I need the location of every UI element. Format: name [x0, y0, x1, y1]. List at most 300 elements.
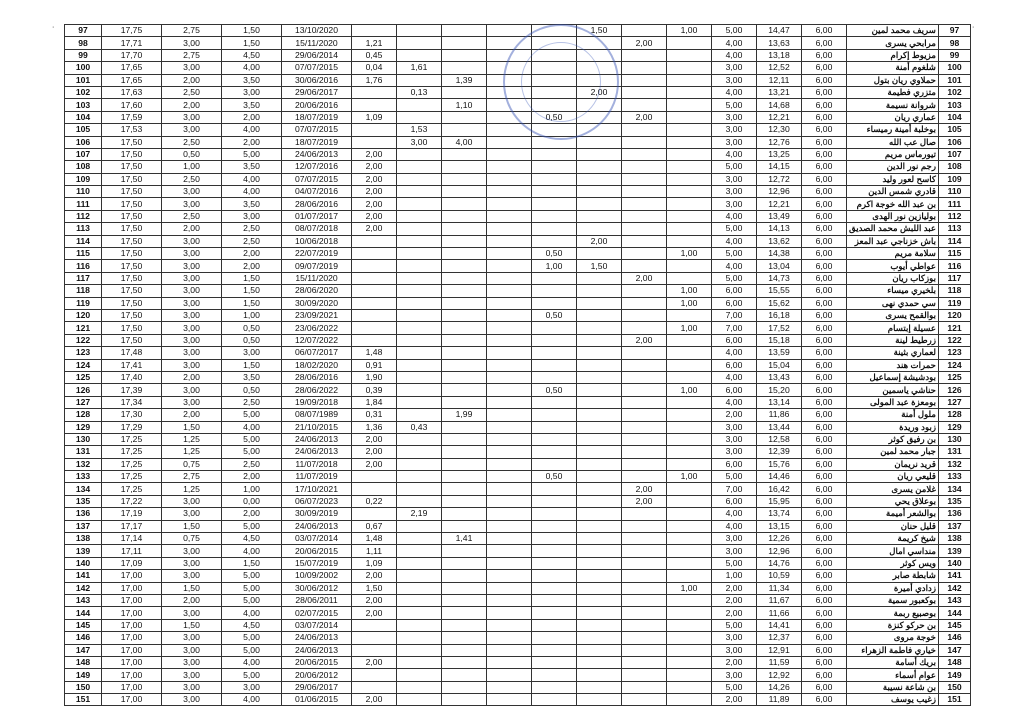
value-cell: 03/07/2014: [282, 619, 352, 631]
value-cell: 3,00: [712, 173, 757, 185]
value-cell: [577, 124, 622, 136]
value-cell: [577, 198, 622, 210]
value-cell: 29/06/2014: [282, 49, 352, 61]
value-cell: 5,00: [222, 644, 282, 656]
value-cell: 6,00: [802, 656, 847, 668]
value-cell: 0,67: [352, 520, 397, 532]
value-cell: 2,00: [162, 99, 222, 111]
value-cell: [622, 396, 667, 408]
value-cell: 2,00: [352, 173, 397, 185]
value-cell: 17,00: [102, 656, 162, 668]
value-cell: [397, 557, 442, 569]
rank-cell: 121: [939, 322, 971, 334]
value-cell: [397, 272, 442, 284]
value-cell: 1,10: [442, 99, 487, 111]
value-cell: 1,00: [667, 25, 712, 37]
value-cell: [667, 235, 712, 247]
value-cell: [667, 74, 712, 86]
value-cell: [487, 223, 532, 235]
value-cell: [667, 161, 712, 173]
value-cell: 11/07/2019: [282, 471, 352, 483]
value-cell: 17,50: [102, 309, 162, 321]
rank-cell: 109: [939, 173, 971, 185]
value-cell: 2,00: [712, 409, 757, 421]
value-cell: [487, 520, 532, 532]
rank-cell: 133: [939, 471, 971, 483]
value-cell: [352, 483, 397, 495]
value-cell: 3,00: [162, 260, 222, 272]
value-cell: [442, 471, 487, 483]
value-cell: [442, 37, 487, 49]
value-cell: [397, 570, 442, 582]
value-cell: [487, 37, 532, 49]
value-cell: 4,00: [712, 396, 757, 408]
value-cell: [352, 297, 397, 309]
student-name-cell: حناشي ياسمين: [847, 384, 939, 396]
value-cell: 6,00: [802, 99, 847, 111]
value-cell: 2,00: [352, 210, 397, 222]
table-row: [65, 545, 971, 557]
value-cell: 0,50: [532, 384, 577, 396]
value-cell: 17,39: [102, 384, 162, 396]
value-cell: 6,00: [802, 235, 847, 247]
value-cell: [442, 607, 487, 619]
value-cell: [487, 421, 532, 433]
value-cell: 17,70: [102, 49, 162, 61]
value-cell: [487, 384, 532, 396]
table-row: [65, 471, 971, 483]
value-cell: 4,00: [712, 520, 757, 532]
value-cell: [442, 694, 487, 706]
value-cell: 07/07/2015: [282, 173, 352, 185]
value-cell: 1,41: [442, 533, 487, 545]
value-cell: 29/06/2017: [282, 681, 352, 693]
value-cell: [442, 322, 487, 334]
value-cell: 4,00: [712, 260, 757, 272]
value-cell: 13,21: [757, 86, 802, 98]
value-cell: [487, 210, 532, 222]
value-cell: [532, 582, 577, 594]
rank-cell: 130: [939, 433, 971, 445]
value-cell: [622, 223, 667, 235]
rank-cell: 103: [939, 99, 971, 111]
rank-cell: 132: [939, 458, 971, 470]
value-cell: 5,00: [712, 161, 757, 173]
value-cell: [622, 681, 667, 693]
value-cell: [667, 619, 712, 631]
value-cell: [487, 681, 532, 693]
value-cell: 17,50: [102, 235, 162, 247]
value-cell: [577, 694, 622, 706]
value-cell: [352, 99, 397, 111]
student-name-cell: عوام أسماء: [847, 669, 939, 681]
value-cell: 23/09/2021: [282, 309, 352, 321]
rank-cell: 115: [939, 248, 971, 260]
rank-cell: 118: [939, 285, 971, 297]
value-cell: 4,00: [222, 62, 282, 74]
student-name-cell: بودشيشة إسماعيل: [847, 371, 939, 383]
rank-cell: 142: [939, 582, 971, 594]
rank-cell: 116: [939, 260, 971, 272]
rank-cell: 123: [939, 347, 971, 359]
value-cell: 17,25: [102, 446, 162, 458]
value-cell: [577, 272, 622, 284]
value-cell: 11/07/2018: [282, 458, 352, 470]
value-cell: 1,50: [222, 37, 282, 49]
value-cell: [397, 359, 442, 371]
value-cell: 6,00: [712, 285, 757, 297]
value-cell: 17,50: [102, 272, 162, 284]
value-cell: [442, 421, 487, 433]
value-cell: 12,39: [757, 446, 802, 458]
value-cell: [487, 25, 532, 37]
value-cell: [487, 173, 532, 185]
value-cell: [622, 235, 667, 247]
table-row: [65, 508, 971, 520]
table-row: [65, 644, 971, 656]
table-row: [65, 632, 971, 644]
value-cell: 13,15: [757, 520, 802, 532]
value-cell: 06/07/2023: [282, 495, 352, 507]
rank-cell: 148: [65, 656, 102, 668]
value-cell: 5,00: [712, 471, 757, 483]
rank-cell: 132: [65, 458, 102, 470]
value-cell: 1,50: [577, 25, 622, 37]
value-cell: [577, 483, 622, 495]
rank-cell: 108: [65, 161, 102, 173]
value-cell: [397, 111, 442, 123]
value-cell: [532, 186, 577, 198]
value-cell: [397, 545, 442, 557]
value-cell: 2,00: [712, 582, 757, 594]
value-cell: 17,22: [102, 495, 162, 507]
value-cell: [487, 272, 532, 284]
value-cell: 12,30: [757, 124, 802, 136]
value-cell: [577, 421, 622, 433]
value-cell: [532, 669, 577, 681]
value-cell: [622, 309, 667, 321]
value-cell: 3,00: [222, 347, 282, 359]
value-cell: [352, 260, 397, 272]
value-cell: 30/09/2019: [282, 508, 352, 520]
value-cell: 4,00: [712, 148, 757, 160]
value-cell: [577, 186, 622, 198]
value-cell: 6,00: [802, 322, 847, 334]
value-cell: 6,00: [802, 297, 847, 309]
rank-cell: 97: [939, 25, 971, 37]
value-cell: [532, 545, 577, 557]
value-cell: [622, 557, 667, 569]
value-cell: [667, 272, 712, 284]
value-cell: [442, 520, 487, 532]
value-cell: [577, 545, 622, 557]
value-cell: [532, 37, 577, 49]
value-cell: 5,00: [222, 669, 282, 681]
rank-cell: 126: [939, 384, 971, 396]
value-cell: [667, 533, 712, 545]
value-cell: [487, 409, 532, 421]
value-cell: [577, 223, 622, 235]
value-cell: 1,48: [352, 533, 397, 545]
value-cell: [622, 371, 667, 383]
value-cell: 1,50: [222, 297, 282, 309]
table-row: [65, 409, 971, 421]
value-cell: [532, 99, 577, 111]
value-cell: 14,15: [757, 161, 802, 173]
value-cell: 3,00: [712, 545, 757, 557]
value-cell: 5,00: [222, 433, 282, 445]
rank-cell: 120: [65, 309, 102, 321]
value-cell: [532, 334, 577, 346]
rank-cell: 145: [939, 619, 971, 631]
value-cell: [397, 223, 442, 235]
value-cell: [622, 173, 667, 185]
value-cell: 4,00: [712, 347, 757, 359]
table-row: [65, 285, 971, 297]
rank-cell: 109: [65, 173, 102, 185]
value-cell: [442, 508, 487, 520]
table-row: [65, 62, 971, 74]
rank-cell: 136: [939, 508, 971, 520]
value-cell: [487, 74, 532, 86]
value-cell: 17,34: [102, 396, 162, 408]
value-cell: [532, 161, 577, 173]
value-cell: [397, 371, 442, 383]
value-cell: [577, 656, 622, 668]
value-cell: 1,61: [397, 62, 442, 74]
rank-cell: 146: [65, 632, 102, 644]
value-cell: [667, 421, 712, 433]
value-cell: [532, 297, 577, 309]
value-cell: 3,00: [162, 322, 222, 334]
value-cell: 15,76: [757, 458, 802, 470]
rank-cell: 140: [939, 557, 971, 569]
value-cell: 1,00: [712, 570, 757, 582]
value-cell: 13,59: [757, 347, 802, 359]
value-cell: 17,30: [102, 409, 162, 421]
value-cell: [397, 297, 442, 309]
value-cell: [487, 644, 532, 656]
value-cell: [667, 347, 712, 359]
value-cell: [532, 458, 577, 470]
value-cell: 17,50: [102, 161, 162, 173]
value-cell: [667, 483, 712, 495]
value-cell: 1,00: [667, 471, 712, 483]
value-cell: [487, 260, 532, 272]
value-cell: [622, 520, 667, 532]
rank-cell: 123: [65, 347, 102, 359]
value-cell: [622, 619, 667, 631]
value-cell: [397, 99, 442, 111]
value-cell: [487, 198, 532, 210]
value-cell: [622, 347, 667, 359]
value-cell: 12,96: [757, 545, 802, 557]
value-cell: [532, 681, 577, 693]
value-cell: 24/06/2013: [282, 520, 352, 532]
value-cell: 1,25: [162, 483, 222, 495]
student-name-cell: قريد نريمان: [847, 458, 939, 470]
value-cell: [532, 396, 577, 408]
value-cell: [487, 334, 532, 346]
student-name-cell: خياري فاطمة الزهراء: [847, 644, 939, 656]
value-cell: 3,00: [162, 62, 222, 74]
value-cell: [577, 248, 622, 260]
table-row: [65, 186, 971, 198]
value-cell: 14,26: [757, 681, 802, 693]
rank-cell: 128: [65, 409, 102, 421]
value-cell: 17,00: [102, 582, 162, 594]
value-cell: [397, 446, 442, 458]
rank-cell: 105: [939, 124, 971, 136]
value-cell: 15,20: [757, 384, 802, 396]
value-cell: 6,00: [802, 285, 847, 297]
value-cell: 6,00: [712, 458, 757, 470]
value-cell: [352, 632, 397, 644]
value-cell: 6,00: [802, 62, 847, 74]
value-cell: [667, 148, 712, 160]
value-cell: [622, 421, 667, 433]
value-cell: 2,50: [222, 458, 282, 470]
value-cell: 0,50: [222, 334, 282, 346]
value-cell: [487, 136, 532, 148]
value-cell: [397, 198, 442, 210]
value-cell: 2,00: [352, 161, 397, 173]
value-cell: 17,25: [102, 458, 162, 470]
table-row: [65, 74, 971, 86]
value-cell: [487, 632, 532, 644]
value-cell: 3,00: [162, 297, 222, 309]
student-name-cell: بن عبد الله خوجة اكرم: [847, 198, 939, 210]
value-cell: [622, 545, 667, 557]
value-cell: 6,00: [802, 148, 847, 160]
value-cell: 13,62: [757, 235, 802, 247]
student-name-cell: جبار محمد لمين: [847, 446, 939, 458]
value-cell: 4,00: [222, 694, 282, 706]
value-cell: [397, 148, 442, 160]
student-name-cell: بلخيري ميساء: [847, 285, 939, 297]
value-cell: 2,00: [622, 111, 667, 123]
value-cell: 4,00: [222, 607, 282, 619]
student-name-cell: قليعي ريان: [847, 471, 939, 483]
value-cell: 0,04: [352, 62, 397, 74]
value-cell: 0,31: [352, 409, 397, 421]
value-cell: 6,00: [802, 433, 847, 445]
value-cell: [487, 309, 532, 321]
value-cell: [487, 124, 532, 136]
student-name-cell: بوالقمح يسرى: [847, 309, 939, 321]
value-cell: [487, 471, 532, 483]
value-cell: 2,00: [712, 607, 757, 619]
value-cell: [397, 25, 442, 37]
value-cell: 17,50: [102, 198, 162, 210]
value-cell: 2,00: [222, 136, 282, 148]
value-cell: [442, 433, 487, 445]
value-cell: [442, 111, 487, 123]
rank-cell: 105: [65, 124, 102, 136]
value-cell: 1,11: [352, 545, 397, 557]
value-cell: 3,00: [222, 86, 282, 98]
value-cell: [577, 533, 622, 545]
value-cell: 3,00: [162, 111, 222, 123]
value-cell: 01/06/2015: [282, 694, 352, 706]
rank-cell: 124: [65, 359, 102, 371]
value-cell: [442, 223, 487, 235]
value-cell: 17,00: [102, 619, 162, 631]
value-cell: [667, 669, 712, 681]
value-cell: [442, 483, 487, 495]
value-cell: [667, 186, 712, 198]
value-cell: 0,75: [162, 533, 222, 545]
value-cell: 6,00: [802, 669, 847, 681]
value-cell: [487, 669, 532, 681]
value-cell: 15,04: [757, 359, 802, 371]
table-row: [65, 111, 971, 123]
value-cell: 14,13: [757, 223, 802, 235]
value-cell: 0,75: [162, 458, 222, 470]
value-cell: [622, 210, 667, 222]
value-cell: 17,40: [102, 371, 162, 383]
student-name-cell: كاسح لعور وليد: [847, 173, 939, 185]
value-cell: 3,00: [162, 557, 222, 569]
value-cell: 2,00: [222, 508, 282, 520]
rank-cell: 99: [65, 49, 102, 61]
value-cell: 4,00: [222, 173, 282, 185]
value-cell: 6,00: [802, 384, 847, 396]
value-cell: 0,45: [352, 49, 397, 61]
value-cell: 15,18: [757, 334, 802, 346]
value-cell: 4,00: [712, 210, 757, 222]
value-cell: 6,00: [802, 545, 847, 557]
value-cell: [397, 458, 442, 470]
value-cell: [442, 396, 487, 408]
value-cell: 11,89: [757, 694, 802, 706]
value-cell: 17,00: [102, 570, 162, 582]
table-row: [65, 25, 971, 37]
value-cell: [397, 669, 442, 681]
value-cell: 17,50: [102, 285, 162, 297]
value-cell: [667, 607, 712, 619]
value-cell: [487, 582, 532, 594]
student-name-cell: منداسي امال: [847, 545, 939, 557]
value-cell: [577, 582, 622, 594]
value-cell: 2,00: [712, 656, 757, 668]
table-row: [65, 483, 971, 495]
value-cell: 12,91: [757, 644, 802, 656]
value-cell: 6,00: [802, 223, 847, 235]
value-cell: 15/11/2020: [282, 272, 352, 284]
value-cell: [622, 570, 667, 582]
value-cell: 4,00: [222, 124, 282, 136]
value-cell: 23/06/2022: [282, 322, 352, 334]
value-cell: [442, 285, 487, 297]
rank-cell: 134: [65, 483, 102, 495]
table-row: [65, 322, 971, 334]
value-cell: [397, 656, 442, 668]
rank-cell: 148: [939, 656, 971, 668]
value-cell: 3,00: [162, 656, 222, 668]
rank-cell: 106: [65, 136, 102, 148]
student-name-cell: بوالشعر أميمة: [847, 508, 939, 520]
value-cell: [577, 347, 622, 359]
value-cell: [532, 533, 577, 545]
value-cell: [352, 235, 397, 247]
value-cell: 1,99: [442, 409, 487, 421]
value-cell: 6,00: [802, 607, 847, 619]
value-cell: [577, 173, 622, 185]
value-cell: 6,00: [802, 49, 847, 61]
value-cell: [487, 62, 532, 74]
value-cell: [442, 210, 487, 222]
